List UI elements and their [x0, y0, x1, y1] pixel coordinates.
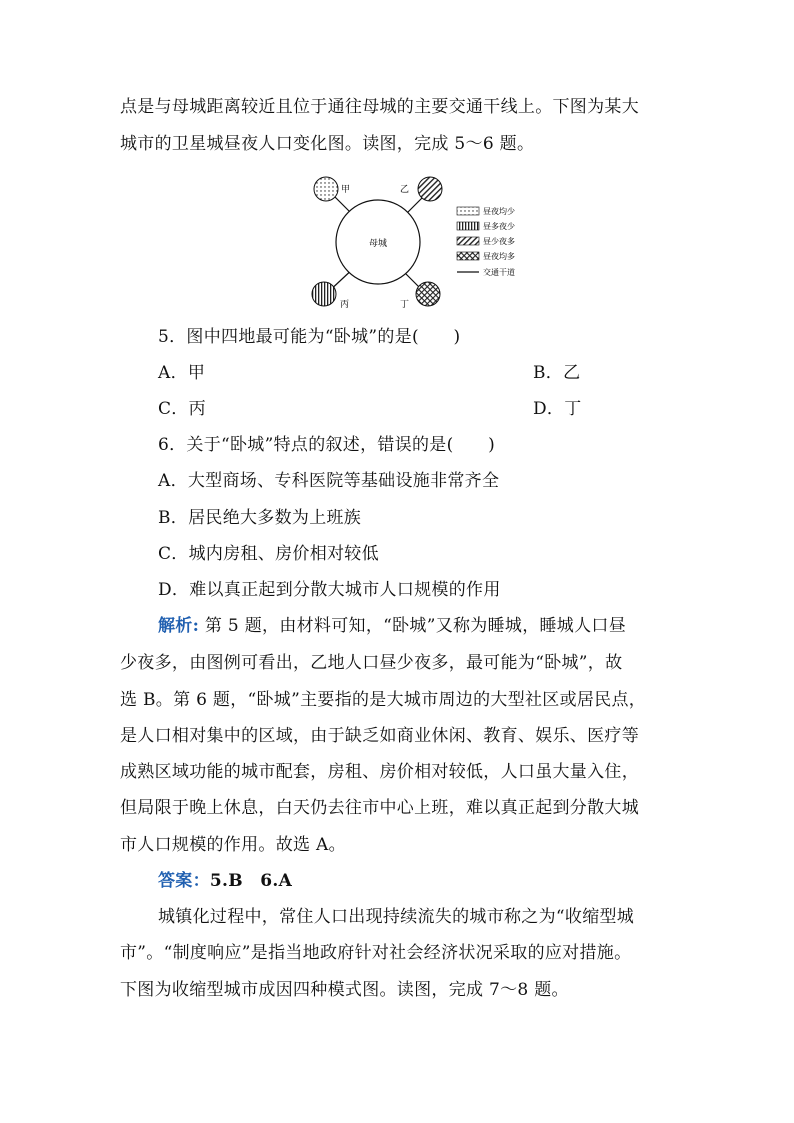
- city-bing: [312, 282, 336, 306]
- analysis-line-4: 是人口相对集中的区域，由于缺乏如商业休闲、教育、娱乐、医疗等: [120, 726, 639, 746]
- city-ding-label: 丁: [400, 300, 410, 310]
- question-5-stem: 5．图中四地最可能为“卧城”的是( ): [158, 327, 461, 347]
- answer-value: 5.B 6.A: [209, 871, 293, 891]
- city-jia-label: 甲: [341, 185, 351, 195]
- question-5-option-c[interactable]: C．丙: [158, 399, 206, 419]
- intro-line-2: 城市的卫星城昼夜人口变化图。读图，完成 5～6 题。: [120, 134, 535, 154]
- legend-label: 昼多夜少: [483, 222, 515, 231]
- city-yi: [418, 177, 442, 201]
- question-5-options-row-1: [158, 362, 718, 384]
- next-intro-line-3: 下图为收缩型城市成因四种模式图。读图，完成 7～8 题。: [120, 980, 569, 1000]
- satellite-city-diagram: [300, 170, 540, 315]
- question-6-option-a[interactable]: A．大型商场、专科医院等基础设施非常齐全: [158, 471, 500, 491]
- legend-label: 昼夜均少: [483, 207, 515, 216]
- analysis-line-7: 市人口规模的作用。故选 A。: [120, 835, 346, 855]
- legend-swatch-diagonal: [457, 237, 479, 245]
- city-jia: [314, 177, 338, 201]
- legend-swatch-dots: [457, 207, 479, 215]
- legend-label: 昼夜均多: [483, 252, 515, 261]
- analysis-label: 解析:: [158, 616, 200, 636]
- analysis-text: 第 5 题，由材料可知，“卧城”又称为睡城，睡城人口昼: [199, 616, 626, 636]
- city-yi-label: 乙: [400, 185, 410, 195]
- question-5-option-b[interactable]: B．乙: [533, 363, 581, 383]
- next-intro-line-1: 城镇化过程中，常住人口出现持续流失的城市称之为“收缩型城: [158, 907, 635, 927]
- legend-swatch-cross: [457, 252, 479, 260]
- city-ding: [416, 282, 440, 306]
- legend-label: 昼少夜多: [483, 237, 515, 246]
- intro-line-1: 点是与母城距离较近且位于通往母城的主要交通干线上。下图为某大: [120, 97, 639, 117]
- question-6-option-c[interactable]: C．城内房租、房价相对较低: [158, 544, 379, 564]
- question-6-option-d[interactable]: D．难以真正起到分散大城市人口规模的作用: [158, 580, 501, 600]
- legend-label: 交通干道: [483, 268, 515, 277]
- question-5-option-a[interactable]: A．甲: [158, 363, 206, 383]
- question-5-options-row-2: [158, 398, 718, 420]
- answer-line: [158, 870, 718, 892]
- analysis-line-2: 少夜多，由图例可看出，乙地人口昼少夜多，最可能为“卧城”，故: [120, 653, 623, 673]
- analysis-line-6: 但局限于晚上休息，白天仍去往市中心上班，难以真正起到分散大城: [120, 798, 639, 818]
- question-6-stem: 6．关于“卧城”特点的叙述，错误的是( ): [158, 435, 496, 455]
- legend-swatch-vertical: [457, 222, 479, 230]
- analysis-line-5: 成熟区域功能的城市配套，房租、房价相对较低，人口虽大量入住，: [120, 762, 639, 782]
- city-bing-label: 丙: [340, 300, 350, 310]
- answer-label: 答案：: [158, 871, 210, 891]
- diagram-legend: [457, 206, 515, 277]
- mother-city-label: 母城: [368, 239, 388, 249]
- analysis-line-3: 选 B。第 6 题，“卧城”主要指的是大城市周边的大型社区或居民点，: [120, 690, 647, 710]
- next-intro-line-2: 市”。“制度响应”是指当地政府针对社会经济状况采取的应对措施。: [120, 943, 632, 963]
- question-5-option-d[interactable]: D．丁: [533, 399, 582, 419]
- analysis-line-1: [158, 615, 718, 637]
- question-6-option-b[interactable]: B．居民绝大多数为上班族: [158, 508, 362, 528]
